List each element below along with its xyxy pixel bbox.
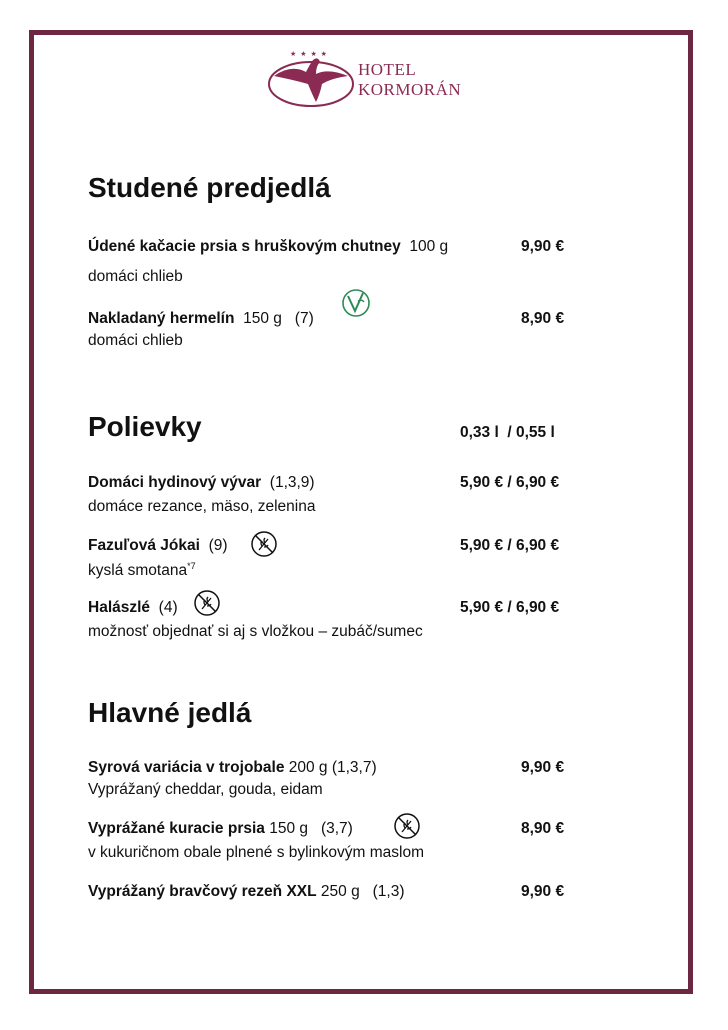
item-description: domáci chlieb xyxy=(88,268,183,285)
menu-item-name xyxy=(88,759,377,777)
logo-stars: ★ ★ ★ ★ xyxy=(290,51,328,58)
section-title-main-dishes: Hlavné jedlá xyxy=(88,697,252,728)
item-price: 9,90 € xyxy=(521,883,565,900)
item-description: Vyprážaný cheddar, gouda, eidam xyxy=(88,781,323,798)
menu-item-name xyxy=(88,820,353,838)
item-name: Syrová variácia v trojobale xyxy=(88,759,285,776)
menu-item-name xyxy=(88,537,228,555)
item-description: možnosť objednať si aj s vložkou – zubáč/sumec xyxy=(88,623,423,640)
item-details: (4) xyxy=(158,599,178,616)
item-price: 5,90 € / 6,90 € xyxy=(460,599,560,616)
item-name: Údené kačacie prsia s hruškovým chutney xyxy=(88,238,401,255)
item-price: 8,90 € xyxy=(521,820,565,837)
item-name: Nakladaný hermelín xyxy=(88,310,235,327)
item-description: v kukuričnom obale plnené s bylinkovým maslom xyxy=(88,844,424,861)
item-description-text: kyslá smotana xyxy=(88,562,188,580)
item-price: 9,90 € xyxy=(521,238,565,255)
gluten-free-icon xyxy=(250,530,278,558)
item-name: Vyprážané kuracie prsia xyxy=(88,820,265,837)
item-price: 8,90 € xyxy=(521,310,565,327)
menu-item-name xyxy=(88,599,178,617)
item-details: 150 g (3,7) xyxy=(269,820,353,837)
menu-item-name xyxy=(88,883,404,901)
menu-item-name xyxy=(88,310,314,328)
item-description: domáci chlieb xyxy=(88,332,183,349)
item-name: Vyprážaný bravčový rezeň XXL xyxy=(88,883,317,900)
item-description xyxy=(88,561,196,580)
item-details: 150 g (7) xyxy=(243,310,314,327)
menu-item-name xyxy=(88,474,315,492)
menu-item-name xyxy=(88,238,448,256)
gluten-free-icon xyxy=(193,589,221,617)
item-details: 250 g (1,3) xyxy=(320,883,405,900)
logo-line-2: KORMORÁN xyxy=(358,80,462,99)
item-details: (1,3,9) xyxy=(269,474,315,491)
item-description: domáce rezance, mäso, zelenina xyxy=(88,498,316,515)
item-price: 5,90 € / 6,90 € xyxy=(460,537,560,554)
logo-text xyxy=(358,60,461,100)
item-details: (9) xyxy=(208,537,228,554)
gluten-free-icon xyxy=(393,812,421,840)
logo-line-1: HOTEL xyxy=(358,60,417,79)
volume-header: 0,33 l / 0,55 l xyxy=(460,424,555,441)
vegetarian-icon xyxy=(341,287,371,319)
allergen-superscript: *7 xyxy=(187,561,196,571)
item-name: Halászlé xyxy=(88,599,151,616)
item-price: 5,90 € / 6,90 € xyxy=(460,474,560,491)
hotel-logo xyxy=(266,46,476,110)
section-title-soups: Polievky xyxy=(88,411,202,442)
section-title-cold-starters: Studené predjedlá xyxy=(88,172,331,203)
item-price: 9,90 € xyxy=(521,759,565,776)
item-details: 200 g (1,3,7) xyxy=(288,759,377,776)
item-details: 100 g xyxy=(409,238,449,255)
item-name: Domáci hydinový vývar xyxy=(88,474,262,491)
item-name: Fazuľová Jókai xyxy=(88,537,200,554)
